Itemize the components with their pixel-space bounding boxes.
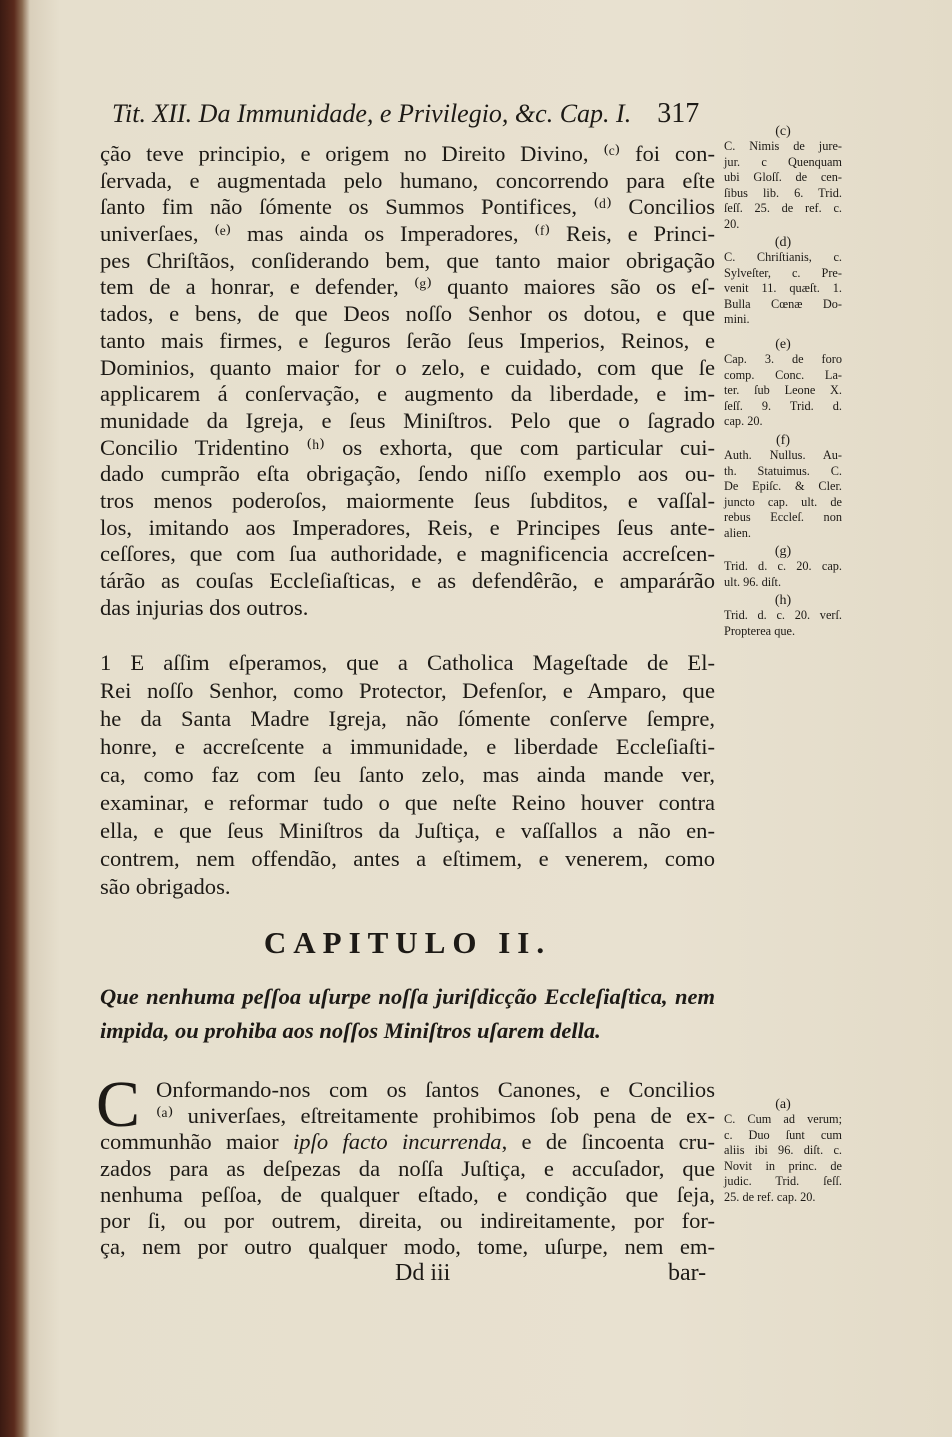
side-note-marker: (c) <box>775 124 791 139</box>
side-note-line: jur. c Quenquam <box>724 154 842 169</box>
chapter-body-text <box>100 1077 715 1260</box>
text-line: los, imitando aos Imperadores, Reis, e Principes ſeus ante- <box>100 514 715 540</box>
side-note-line: ſeſſ. 25. de ref. c. <box>724 201 842 215</box>
running-title: Tit. XII. Da Immunidade, e Privilegio, &c. Cap. I. <box>112 99 632 128</box>
catchword: bar- <box>668 1260 707 1286</box>
text-line <box>100 1208 715 1234</box>
side-note-marker: (a) <box>775 1097 791 1112</box>
text-line: tárão as couſas Eccleſiaſticas, e as defendêrão, e amparárão <box>100 568 715 593</box>
text-line: ella, e que ſeus Miniſtros da Juſtiça, e vaſſallos a não en- <box>100 818 715 843</box>
side-note-marker: (h) <box>774 593 792 608</box>
text-segment: nenhuma peſſoa, de qualquer eſtado, e condição que ſeja, <box>100 1181 715 1207</box>
text-segment: ⁽ᵃ⁾ univerſaes, eſtreitamente prohibimos ſob pena de ex- <box>156 1103 715 1129</box>
text-line <box>100 1129 715 1155</box>
side-note-line: Bulla Cœnæ Do- <box>724 296 842 311</box>
side-note-line: 20. <box>724 216 740 231</box>
side-note-line: mini. <box>724 312 750 326</box>
side-note-marker: (f) <box>776 433 790 448</box>
side-note-line: ſibus lib. 6. Trid. <box>724 185 842 200</box>
side-note-line: C. Chriſtianis, c. <box>724 250 842 264</box>
text-line: das injurias dos outros. <box>100 594 309 620</box>
text-line: pes Chriſtãos, conſiderando bem, que tanto maior obrigação <box>100 247 715 273</box>
text-line: honre, e accreſcente a immunidade, e liberdade Eccleſiaſti- <box>100 734 715 759</box>
side-note <box>724 545 842 590</box>
side-note-line: juncto cap. ult. de <box>724 494 842 509</box>
italic-phrase: ipſo facto incurrenda <box>293 1129 502 1155</box>
side-note-line: venit 11. quæſt. 1. <box>724 281 842 295</box>
text-line: 1 E aſſim eſperamos, que a Catholica Mageſtade de El- <box>100 650 715 675</box>
side-note-line: c. Duo ſunt cum <box>724 1127 842 1142</box>
text-line: dado cumprão eſta obrigação, ſendo niſſo exemplo aos ou- <box>100 461 715 487</box>
text-line: são obrigados. <box>100 874 231 899</box>
text-segment: , e de ſincoenta cru- <box>501 1129 716 1155</box>
side-note-line: C. Cum ad verum; <box>724 1112 842 1126</box>
side-note-line: De Epiſc. & Cler. <box>724 479 842 493</box>
side-note-marker: (e) <box>775 337 791 352</box>
side-note-line: Cap. 3. de foro <box>724 352 842 366</box>
text-segment: por ſi, ou por outrem, direita, ou indireitamente, por for- <box>100 1207 715 1233</box>
text-segment: zados para as deſpezas da noſſa Juſtiça, e accuſador, que <box>100 1155 715 1181</box>
side-note <box>724 236 842 328</box>
side-note-line: th. Statuimus. C. <box>724 463 842 478</box>
text-line: examinar, e reformar tudo o que neſte Reino houver contra <box>100 790 715 815</box>
side-note-line: C. Nimis de jure- <box>724 139 842 153</box>
text-line: Concilio Tridentino ⁽ʰ⁾ os exhorta, que com particular cui- <box>100 434 715 460</box>
side-note-line: comp. Conc. La- <box>724 367 842 382</box>
text-segment: communhão maior <box>100 1129 294 1155</box>
side-note <box>724 338 842 430</box>
side-note-line: ter. ſub Leone X. <box>724 383 842 397</box>
side-note-line: judic. Trid. ſeſſ. <box>724 1174 842 1188</box>
subtitle-line: impida, ou prohiba aos noſſos Miniſtros uſarem della. <box>100 1018 601 1043</box>
text-line <box>100 1182 715 1208</box>
text-line: ca, como faz com ſeu ſanto zelo, mas ainda mande ver, <box>100 762 715 787</box>
side-note <box>724 434 842 541</box>
subtitle-line: Que nenhuma peſſoa uſurpe noſſa juriſdicção Eccleſiaſtica, nem <box>100 984 715 1009</box>
text-line: tados, e bens, de que Deos noſſo Senhor os dotou, e que <box>100 301 715 327</box>
body-text-part2 <box>100 649 715 901</box>
side-note-line: Auth. Nullus. Au- <box>724 448 842 462</box>
chapter-subtitle <box>100 980 715 1048</box>
text-line: ceſſores, que com ſua authoridade, e magnificencia accreſcen- <box>100 541 715 567</box>
side-note-line: Propterea que. <box>724 623 796 638</box>
side-note-line: Sylveſter, c. Pre- <box>724 265 842 280</box>
text-segment: ça, nem por outro qualquer modo, tome, uſurpe, nem em- <box>100 1234 715 1260</box>
side-note-line: Trid. d. c. 20. verſ. <box>724 608 842 622</box>
body-text-part1 <box>100 141 715 621</box>
page-number: 317 <box>657 98 700 129</box>
text-line: munidade da Igreja, e ſeus Miniſtros. Pelo que o ſagrado <box>100 407 715 433</box>
text-line: tros menos poderoſos, maiormente ſeus ſubditos, e vaſſal- <box>100 487 715 513</box>
side-note-line: Trid. d. c. 20. cap. <box>724 559 842 573</box>
text-line: tem de a honrar, e defender, ⁽ᵍ⁾ quanto maiores são os eſ- <box>100 274 715 300</box>
side-note-line: aliis ibi 96. diſt. c. <box>724 1143 842 1157</box>
side-note <box>724 125 842 232</box>
text-segment: Onformando-nos com os ſantos Canones, e Concilios <box>156 1077 715 1102</box>
chapter-heading: CAPITULO II. <box>263 925 552 960</box>
text-line: tanto mais firmes, e ſeguros ſerão ſeus Imperios, Reinos, e <box>100 327 715 353</box>
text-line: univerſaes, ⁽ᵉ⁾ mas ainda os Imperadores, ⁽ᶠ⁾ Reis, e Princi- <box>100 221 715 247</box>
side-note <box>724 594 842 639</box>
text-line: Dominios, quanto maior for o zelo, e cuidado, com que ſe <box>100 354 715 380</box>
side-note-line: Novit in princ. de <box>724 1158 842 1173</box>
text-line: ſanto fim não ſómente os Summos Pontifices, ⁽ᵈ⁾ Concilios <box>100 194 715 220</box>
side-note-line: cap. 20. <box>724 414 763 428</box>
side-note-line: ſeſſ. 9. Trid. d. <box>724 398 842 413</box>
side-note-line: rebus Eccleſ. non <box>724 510 842 524</box>
text-line: contrem, nem offendão, antes a eſtimem, e venerem, como <box>100 846 715 871</box>
side-note-line: ubi Gloſſ. de cen- <box>724 170 842 184</box>
side-note-marker: (d) <box>774 235 792 250</box>
text-line: he da Santa Madre Igreja, não ſómente conſerve ſempre, <box>100 706 715 731</box>
side-note-line: 25. de ref. cap. 20. <box>724 1189 816 1204</box>
text-line: ção teve principio, e origem no Direito Divino, ⁽ᶜ⁾ foi con- <box>100 141 715 166</box>
text-line: ſervada, e augmentada pelo humano, concorrendo para eſte <box>100 167 715 193</box>
text-line <box>100 1234 715 1260</box>
text-line <box>100 1103 715 1129</box>
text-line: Rei noſſo Senhor, como Protector, Defenſor, e Amparo, que <box>100 678 715 703</box>
side-note-line: alien. <box>724 525 751 540</box>
running-head <box>112 98 717 130</box>
signature-mark: Dd iii <box>395 1260 451 1286</box>
text-line: applicarem á conſervação, e augmento da liberdade, e im- <box>100 381 715 407</box>
side-note-line: ult. 96. diſt. <box>724 574 782 589</box>
text-line <box>100 1156 715 1182</box>
side-note <box>724 1098 842 1205</box>
side-note-marker: (g) <box>774 544 792 559</box>
drop-cap: C <box>96 1068 141 1141</box>
text-line <box>100 1077 715 1103</box>
